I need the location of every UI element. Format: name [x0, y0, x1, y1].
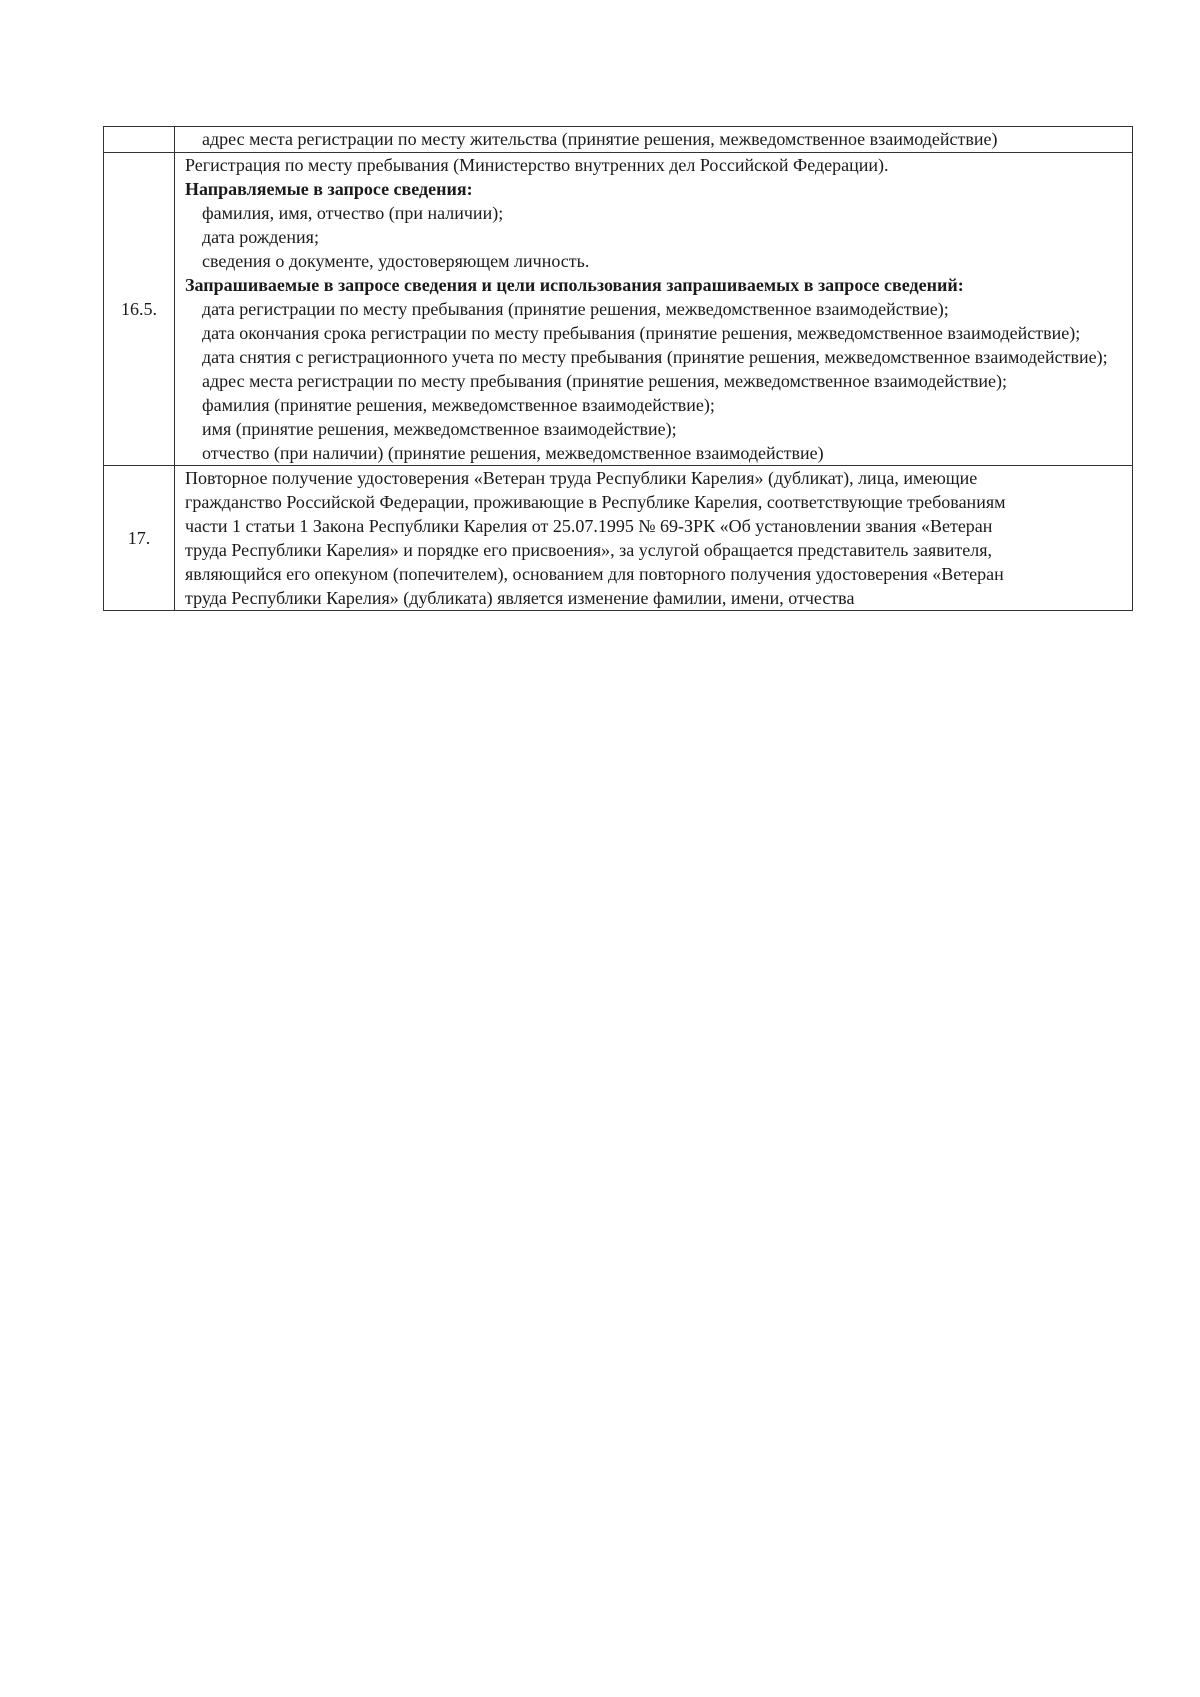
text-line: дата снятия с регистрационного учета по месту пребывания (принятие решения, межведомственное взаимодействие);: [202, 347, 1108, 367]
text-line: фамилия (принятие решения, межведомственное взаимодействие);: [202, 395, 715, 415]
text-line: дата окончания срока регистрации по месту пребывания (принятие решения, межведомственное взаимодействие);: [202, 323, 1081, 343]
text-line: труда Республики Карелия» и порядке его присвоения», за услугой обращается представитель заявителя,: [185, 540, 992, 560]
text-line: труда Республики Карелия» (дубликата) является изменение фамилии, имени, отчества: [185, 588, 855, 608]
row-content: [175, 466, 1133, 611]
text-line: дата регистрации по месту пребывания (принятие решения, межведомственное взаимодействие);: [202, 299, 949, 319]
text-line: дата рождения;: [202, 227, 319, 247]
section-heading: Направляемые в запросе сведения:: [185, 179, 473, 199]
text-line: имя (принятие решения, межведомственное взаимодействие);: [202, 419, 677, 439]
text-line: гражданство Российской Федерации, проживающие в Республике Карелия, соответствующие требованиям: [185, 492, 1006, 512]
table-row: [104, 153, 1133, 466]
text-line: сведения о документе, удостоверяющем личность.: [202, 251, 590, 271]
text-line: Повторное получение удостоверения «Ветеран труда Республики Карелия» (дубликат), лица, имеющие: [185, 468, 978, 488]
row-number: 17.: [104, 466, 175, 611]
text-line: адрес места регистрации по месту пребывания (принятие решения, межведомственное взаимодействие);: [202, 371, 1007, 391]
text-line: фамилия, имя, отчество (при наличии);: [202, 203, 504, 223]
text-line: части 1 статьи 1 Закона Республики Карелия от 25.07.1995 № 69-ЗРК «Об установлении звания «Ветеран: [185, 516, 993, 536]
section-heading: Запрашиваемые в запросе сведения и цели использования запрашиваемых в запросе сведений:: [185, 275, 964, 295]
row-content: [175, 153, 1133, 466]
row-content: [175, 127, 1133, 153]
text-line: являющийся его опекуном (попечителем), основанием для повторного получения удостоверения «Ветеран: [185, 564, 1004, 584]
table-row: [104, 127, 1133, 153]
services-table: [103, 126, 1133, 611]
text-line: отчество (при наличии) (принятие решения, межведомственное взаимодействие): [202, 443, 824, 463]
text-line: Регистрация по месту пребывания (Министерство внутренних дел Российской Федерации).: [185, 155, 889, 175]
table-row: [104, 466, 1133, 611]
row-number: [104, 127, 175, 153]
row-number: 16.5.: [104, 153, 175, 466]
text-line: адрес места регистрации по месту жительства (принятие решения, межведомственное взаимодействие): [202, 129, 998, 149]
